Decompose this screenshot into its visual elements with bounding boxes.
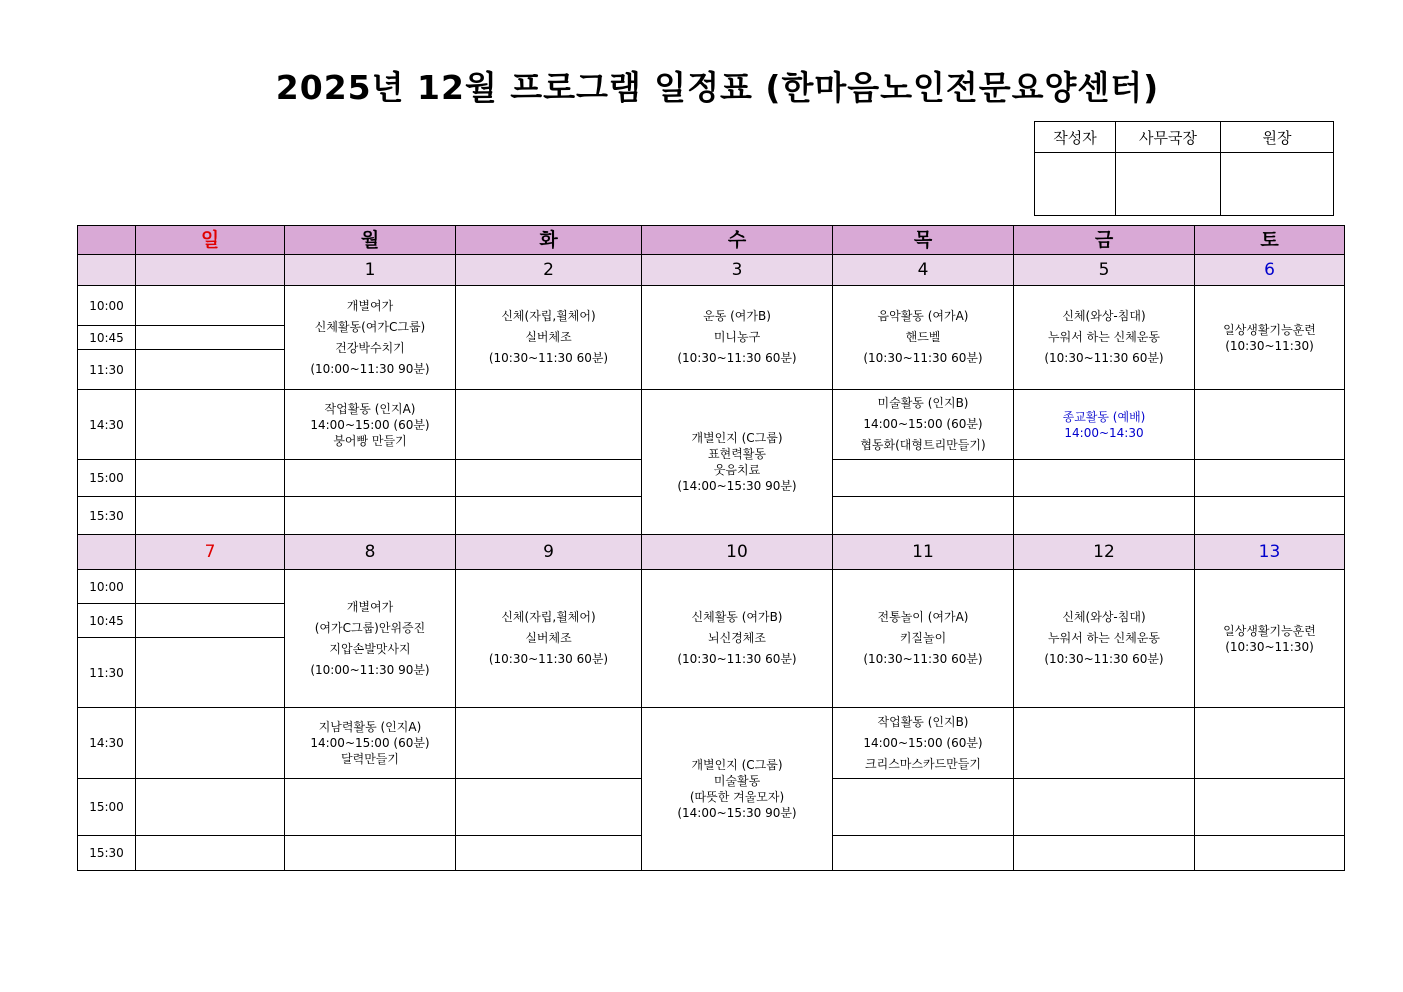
program-line: 14:00~14:30	[1064, 425, 1144, 440]
program-line: 작업활동 (인지B)	[877, 714, 969, 729]
program-line: 음악활동 (여가A)	[877, 309, 969, 323]
date-cell: 12	[1014, 535, 1195, 570]
date-cell: 7	[136, 535, 285, 570]
program-cell	[1014, 390, 1195, 460]
time-label: 10:45	[78, 326, 136, 350]
empty-cell	[456, 460, 642, 497]
date-cell: 13	[1195, 535, 1345, 570]
program-line: 신체활동 (여가B)	[691, 610, 783, 624]
empty-cell	[1014, 460, 1195, 497]
empty-cell	[136, 708, 285, 779]
empty-cell	[1195, 460, 1345, 497]
program-cell	[285, 570, 456, 708]
program-cell	[642, 708, 833, 871]
program-line: 웃음치료	[713, 463, 761, 477]
date-cell: 4	[833, 255, 1014, 286]
program-cell	[285, 390, 456, 460]
program-line: 미니농구	[713, 330, 761, 344]
empty-cell	[1014, 708, 1195, 779]
program-line: 14:00~15:00 (60분)	[863, 735, 983, 750]
empty-cell	[456, 390, 642, 460]
weekday-fri: 금	[1014, 226, 1195, 255]
program-line: (10:30~11:30 60분)	[677, 351, 797, 365]
program-line: 14:00~15:00 (60분)	[310, 417, 430, 432]
schedule-table	[77, 225, 1345, 871]
program-line: 신체(자립,휠체어)	[501, 309, 596, 323]
program-cell	[833, 708, 1014, 779]
program-line: 신체(와상-침대)	[1062, 309, 1146, 323]
time-label: 10:45	[78, 604, 136, 638]
program-line: 협동화(대형트리만들기)	[860, 438, 986, 452]
program-line: 누워서 하는 신체운동	[1048, 631, 1160, 645]
empty-cell	[136, 497, 285, 535]
program-line: 실버체조	[525, 330, 572, 344]
empty-cell	[456, 779, 642, 836]
program-line: (10:30~11:30 60분)	[863, 652, 983, 666]
approval-box	[1034, 121, 1334, 216]
program-line: (14:00~15:30 90분)	[677, 806, 797, 820]
program-cell	[1195, 286, 1345, 390]
empty-cell	[456, 836, 642, 871]
program-cell	[833, 286, 1014, 390]
weekday-sun: 일	[136, 226, 285, 255]
empty-cell	[136, 836, 285, 871]
program-cell	[1195, 570, 1345, 708]
date-corner	[78, 535, 136, 570]
program-line: (따뜻한 겨울모자)	[689, 790, 785, 804]
program-line: 미술활동	[713, 774, 761, 788]
approval-writer-sign	[1035, 153, 1116, 216]
empty-cell	[456, 708, 642, 779]
program-line: 달력만들기	[341, 752, 399, 766]
empty-cell	[136, 390, 285, 460]
time-label: 15:30	[78, 497, 136, 535]
week1-row-1430	[78, 390, 1345, 460]
empty-cell	[136, 326, 285, 350]
program-line: (10:30~11:30 60분)	[863, 351, 983, 365]
program-line: (여가C그룹)안위증진	[314, 620, 426, 635]
time-label: 11:30	[78, 638, 136, 708]
program-cell	[833, 390, 1014, 460]
program-line: 건강박수치기	[335, 340, 405, 355]
empty-cell	[136, 570, 285, 604]
program-line: 미술활동 (인지B)	[877, 396, 969, 410]
program-line: (10:30~11:30 60분)	[1044, 652, 1164, 666]
weekday-header-row	[78, 226, 1345, 255]
empty-cell	[1195, 708, 1345, 779]
empty-cell	[285, 460, 456, 497]
empty-cell	[1195, 836, 1345, 871]
program-line: 핸드벨	[905, 330, 941, 344]
approval-secretary-sign	[1116, 153, 1221, 216]
program-line: (10:30~11:30 60분)	[488, 652, 609, 666]
program-line: 키질놀이	[899, 631, 947, 645]
date-cell: 10	[642, 535, 833, 570]
weekday-mon: 월	[285, 226, 456, 255]
date-cell: 6	[1195, 255, 1345, 286]
program-cell	[1014, 570, 1195, 708]
program-cell	[642, 286, 833, 390]
program-line: 누워서 하는 신체운동	[1048, 330, 1160, 344]
program-line: 운동 (여가B)	[703, 309, 771, 323]
date-cell	[136, 255, 285, 286]
program-cell	[285, 286, 456, 390]
empty-cell	[285, 497, 456, 535]
week1-date-row	[78, 255, 1345, 286]
time-label: 14:30	[78, 390, 136, 460]
empty-cell	[1195, 779, 1345, 836]
program-line: (10:30~11:30 60분)	[488, 351, 609, 365]
program-line: (10:00~11:30 90분)	[310, 361, 430, 376]
program-line: 개별여가	[346, 599, 394, 614]
program-line: (14:00~15:30 90분)	[677, 479, 797, 493]
program-line: 붕어빵 만들기	[333, 433, 407, 448]
empty-cell	[1014, 497, 1195, 535]
approval-writer-label: 작성자	[1035, 122, 1116, 153]
program-line: 전통놀이 (여가A)	[877, 610, 969, 624]
program-line: (10:30~11:30)	[1225, 639, 1314, 654]
date-corner	[78, 255, 136, 286]
program-line: 개별여가	[346, 298, 394, 313]
program-line: 개별인지 (C그룹)	[691, 431, 783, 445]
program-line: (10:30~11:30 60분)	[1044, 351, 1164, 365]
weekday-sat: 토	[1195, 226, 1345, 255]
approval-director-label: 원장	[1221, 122, 1334, 153]
time-label: 15:00	[78, 460, 136, 497]
empty-cell	[456, 497, 642, 535]
empty-cell	[136, 638, 285, 708]
weekday-wed: 수	[642, 226, 833, 255]
empty-cell	[285, 836, 456, 871]
program-line: 지남력활동 (인지A)	[318, 720, 422, 734]
empty-cell	[833, 779, 1014, 836]
empty-cell	[136, 350, 285, 390]
time-label: 11:30	[78, 350, 136, 390]
program-cell	[285, 708, 456, 779]
approval-secretary-label: 사무국장	[1116, 122, 1221, 153]
program-line: 지압손발맛사지	[329, 641, 411, 656]
date-cell: 2	[456, 255, 642, 286]
weekday-tue: 화	[456, 226, 642, 255]
week2-date-row	[78, 535, 1345, 570]
date-cell: 1	[285, 255, 456, 286]
empty-cell	[136, 460, 285, 497]
program-line: (10:00~11:30 90분)	[310, 662, 430, 677]
week1-row-1000	[78, 286, 1345, 326]
corner-cell	[78, 226, 136, 255]
program-line: 종교활동 (예배)	[1062, 409, 1146, 424]
empty-cell	[285, 779, 456, 836]
empty-cell	[833, 497, 1014, 535]
program-line: 크리스마스카드만들기	[865, 756, 981, 771]
program-line: 14:00~15:00 (60분)	[310, 736, 430, 750]
empty-cell	[1014, 836, 1195, 871]
program-line: 뇌신경체조	[708, 631, 766, 645]
date-cell: 3	[642, 255, 833, 286]
weekday-thu: 목	[833, 226, 1014, 255]
program-line: 표현력활동	[708, 447, 766, 461]
program-line: 개별인지 (C그룹)	[691, 758, 783, 772]
empty-cell	[136, 604, 285, 638]
date-cell: 8	[285, 535, 456, 570]
approval-director-sign	[1221, 153, 1334, 216]
empty-cell	[1195, 497, 1345, 535]
time-label: 15:00	[78, 779, 136, 836]
program-cell	[833, 570, 1014, 708]
empty-cell	[833, 836, 1014, 871]
program-cell	[456, 286, 642, 390]
empty-cell	[136, 286, 285, 326]
time-label: 14:30	[78, 708, 136, 779]
program-line: 14:00~15:00 (60분)	[863, 417, 983, 431]
empty-cell	[1195, 390, 1345, 460]
program-cell	[456, 570, 642, 708]
program-line: (10:30~11:30)	[1225, 338, 1314, 353]
program-line: 작업활동 (인지A)	[324, 401, 416, 416]
program-line: 일상생활기능훈련	[1223, 623, 1316, 638]
program-line: 신체활동(여가C그룹)	[314, 319, 426, 334]
time-label: 15:30	[78, 836, 136, 871]
date-cell: 5	[1014, 255, 1195, 286]
empty-cell	[833, 460, 1014, 497]
program-line: 신체(자립,휠체어)	[501, 610, 596, 624]
program-cell	[642, 570, 833, 708]
empty-cell	[1014, 779, 1195, 836]
week2-row-1430	[78, 708, 1345, 779]
date-cell: 9	[456, 535, 642, 570]
page-title: 2025년 12월 프로그램 일정표 (한마음노인전문요양센터)	[275, 68, 1160, 107]
program-line: (10:30~11:30 60분)	[677, 652, 797, 666]
date-cell: 11	[833, 535, 1014, 570]
week2-row-1000	[78, 570, 1345, 604]
program-cell	[642, 390, 833, 535]
time-label: 10:00	[78, 570, 136, 604]
program-line: 일상생활기능훈련	[1223, 322, 1316, 337]
program-line: 실버체조	[525, 631, 572, 645]
time-label: 10:00	[78, 286, 136, 326]
program-cell	[1014, 286, 1195, 390]
empty-cell	[136, 779, 285, 836]
program-line: 신체(와상-침대)	[1062, 610, 1146, 624]
